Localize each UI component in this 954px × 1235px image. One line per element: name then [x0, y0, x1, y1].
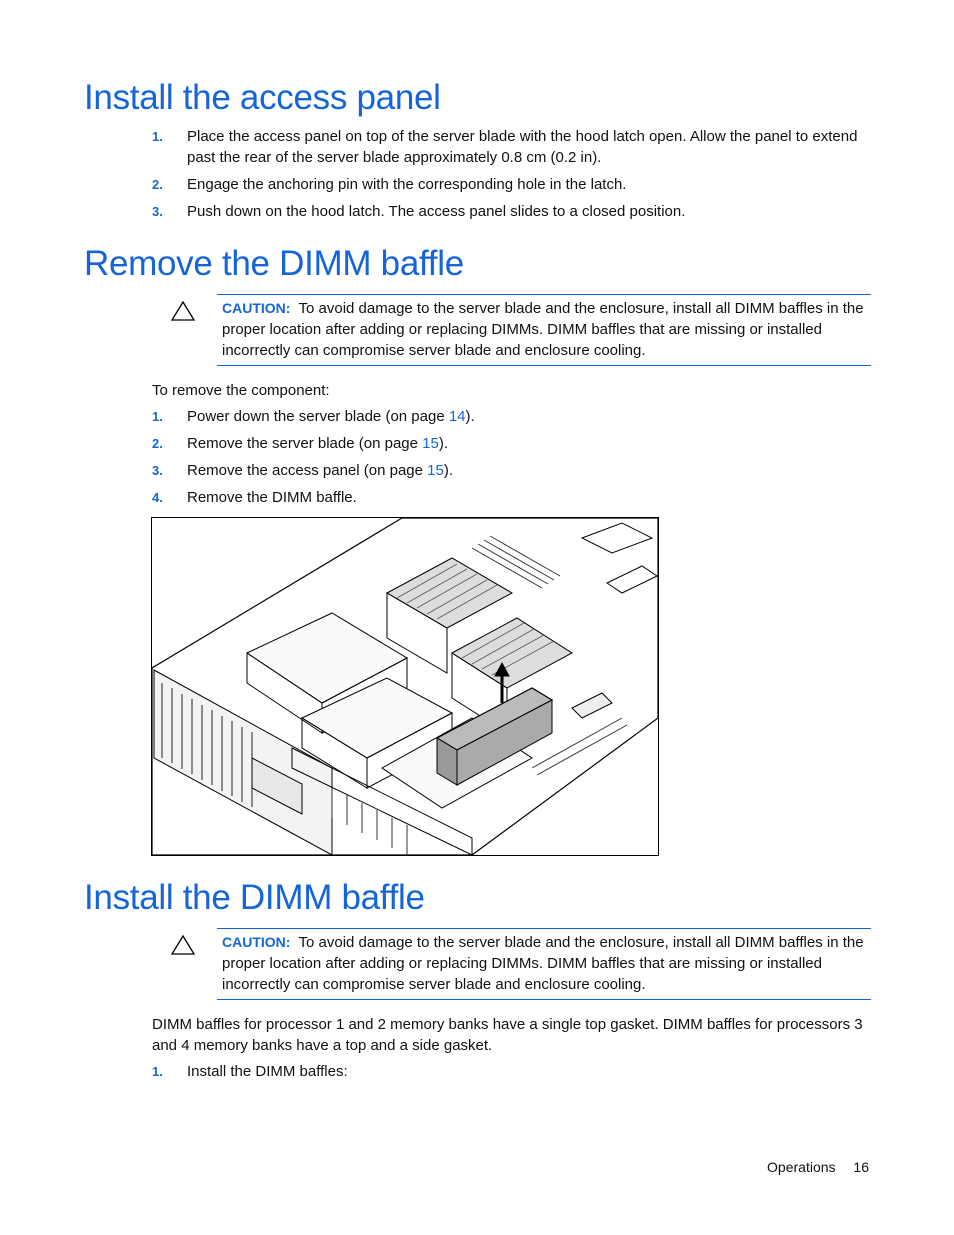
- footer-page-number: 16: [853, 1159, 869, 1175]
- list-item: [152, 126, 872, 168]
- step-text: Engage the anchoring pin with the corresponding hole in the latch.: [187, 176, 627, 193]
- heading-remove-dimm-baffle: Remove the DIMM baffle: [84, 244, 464, 283]
- step-text: Remove the server blade (on page: [187, 435, 423, 452]
- heading-install-access-panel: Install the access panel: [84, 78, 441, 117]
- step-text-end: ).: [443, 462, 454, 479]
- list-item: [152, 406, 872, 427]
- step-number: 2.: [152, 177, 163, 192]
- server-blade-drawing: [152, 518, 658, 855]
- footer-section: Operations: [767, 1159, 836, 1175]
- install-steps: [152, 1061, 872, 1082]
- list-item: [152, 487, 872, 508]
- caution-label: CAUTION:: [222, 300, 291, 316]
- step-text: Remove the DIMM baffle.: [187, 489, 357, 506]
- step-text: Place the access panel on top of the server blade with the hood latch open. Allow the panel to extend past the rear of the server blade approximately 0.8 cm (0.2 in).: [187, 128, 858, 166]
- step-text: Remove the access panel (on page: [187, 462, 428, 479]
- step-number: 3.: [152, 204, 163, 219]
- step-number: 1.: [152, 409, 163, 424]
- step-number: 3.: [152, 463, 163, 478]
- remove-steps: [152, 406, 872, 508]
- step-text: Power down the server blade (on page: [187, 408, 449, 425]
- page-footer: [753, 1159, 869, 1175]
- caution-icon: [170, 300, 196, 322]
- page-link-14[interactable]: 14: [448, 408, 466, 425]
- step-text: Push down on the hood latch. The access panel slides to a closed position.: [187, 203, 686, 220]
- caution-text: To avoid damage to the server blade and the enclosure, install all DIMM baffles in the proper location after adding or replacing DIMMs. DIMM baffles that are missing or installed incorrectly can compromise server blade and enclosure cooling.: [222, 934, 864, 993]
- page-link-15[interactable]: 15: [422, 435, 439, 452]
- step-number: 4.: [152, 490, 163, 505]
- list-item: [152, 1061, 872, 1082]
- caution-icon: [170, 934, 196, 956]
- heading-install-dimm-baffle: Install the DIMM baffle: [84, 878, 425, 917]
- step-text-end: ).: [438, 435, 448, 452]
- remove-intro: To remove the component:: [152, 382, 330, 399]
- baffle-gasket-paragraph: DIMM baffles for processor 1 and 2 memory banks have a single top gasket. DIMM baffles for processors 3 and 4 memory banks have a top and a side gasket.: [152, 1016, 863, 1054]
- list-item: [152, 174, 872, 195]
- caution-box-install: [217, 928, 871, 1000]
- list-item: [152, 201, 872, 222]
- step-text: Install the DIMM baffles:: [187, 1063, 348, 1080]
- step-text-end: ).: [465, 408, 475, 425]
- step-number: 1.: [152, 1064, 163, 1079]
- caution-label: CAUTION:: [222, 934, 291, 950]
- step-number: 1.: [152, 129, 163, 144]
- caution-box-remove: [217, 294, 871, 366]
- list-item: [152, 433, 872, 454]
- access-panel-steps: [152, 126, 872, 222]
- caution-text: To avoid damage to the server blade and the enclosure, install all DIMM baffles in the proper location after adding or replacing DIMMs. DIMM baffles that are missing or installed incorrectly can compromise server blade and enclosure cooling.: [222, 300, 864, 359]
- page-link-15[interactable]: 15: [427, 462, 444, 479]
- list-item: [152, 460, 872, 481]
- dimm-baffle-illustration: [151, 517, 659, 856]
- step-number: 2.: [152, 436, 163, 451]
